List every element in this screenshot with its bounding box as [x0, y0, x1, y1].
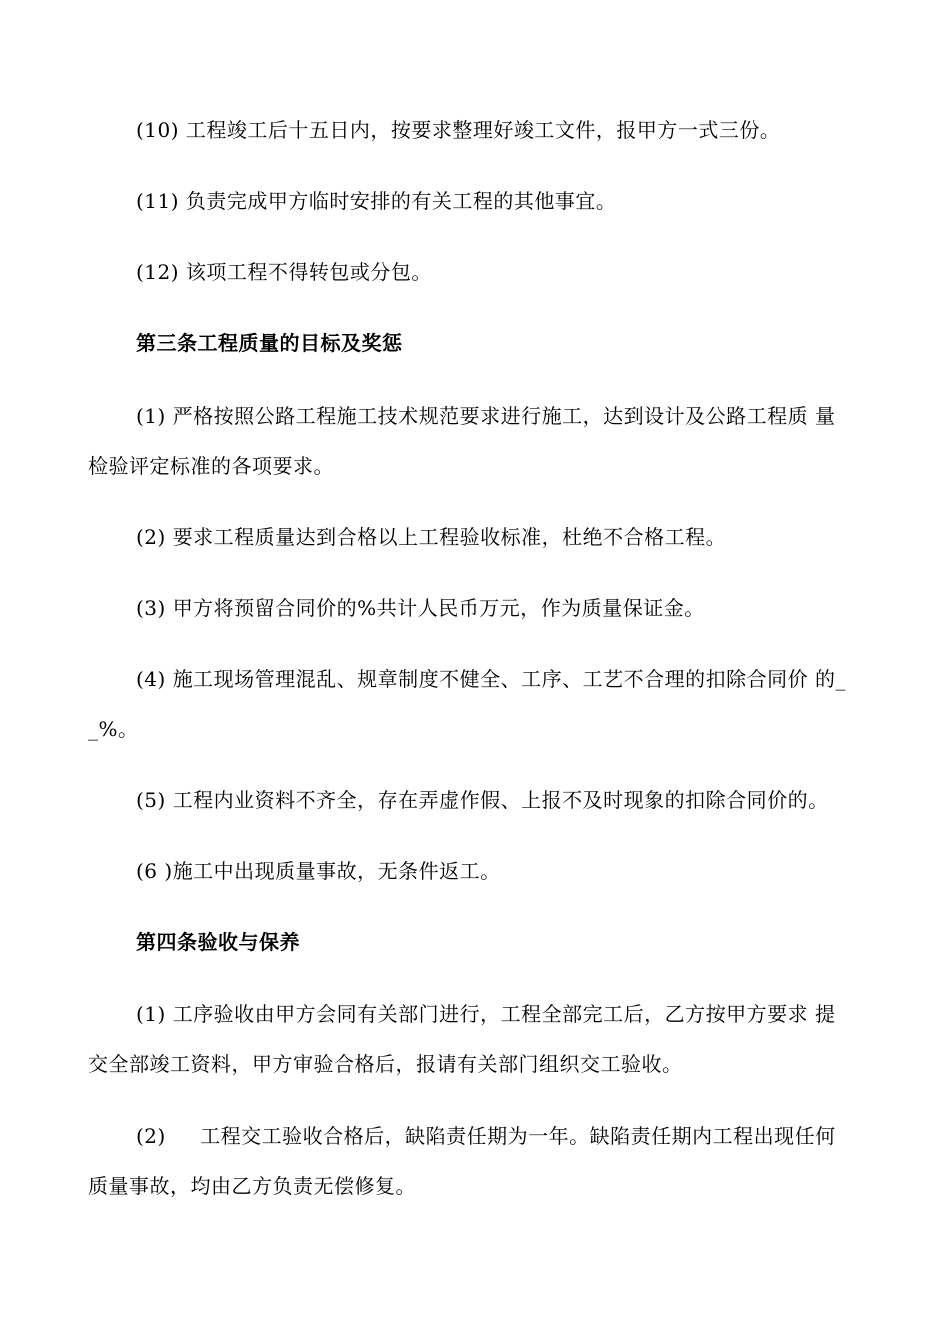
- section-3-heading: 第三条工程质量的目标及奖惩: [136, 331, 403, 355]
- section-4-item-2-line-2: 质量事故，均由乙方负责无偿修复。: [88, 1174, 416, 1198]
- section-4-item-2-line-1: (2) 工程交工验收合格后，缺陷责任期为一年。缺陷责任期内工程出现任何: [136, 1124, 836, 1148]
- clause-item-11: (11) 负责完成甲方临时安排的有关工程的其他事宜。: [136, 189, 617, 213]
- section-3-item-3: (3) 甲方将预留合同价的%共计人民币万元，作为质量保证金。: [136, 596, 705, 620]
- section-4-heading: 第四条验收与保养: [136, 930, 300, 954]
- section-3-item-6: (6 )施工中出现质量事故，无条件返工。: [136, 859, 501, 883]
- section-3-item-4-line-2: _%。: [88, 717, 139, 741]
- section-3-item-1-line-2: 检验评定标准的各项要求。: [88, 454, 334, 478]
- clause-item-10: (10) 工程竣工后十五日内，按要求整理好竣工文件，报甲方一式三份。: [136, 118, 781, 142]
- section-4-item-1-line-2: 交全部竣工资料，甲方审验合格后，报请有关部门组织交工验收。: [88, 1052, 683, 1076]
- section-3-item-1-line-1: (1) 严格按照公路工程施工技术规范要求进行施工，达到设计及公路工程质 量: [136, 404, 836, 428]
- section-3-item-5: (5) 工程内业资料不齐全，存在弄虚作假、上报不及时现象的扣除合同价的。: [136, 788, 829, 812]
- clause-item-12: (12) 该项工程不得转包或分包。: [136, 260, 432, 284]
- section-3-item-2: (2) 要求工程质量达到合格以上工程验收标准，杜绝不合格工程。: [136, 525, 727, 549]
- section-3-item-4-line-1: (4) 施工现场管理混乱、规章制度不健全、工序、工艺不合理的扣除合同价 的_: [136, 667, 847, 691]
- section-4-item-1-line-1: (1) 工序验收由甲方会同有关部门进行，工程全部完工后，乙方按甲方要求 提: [136, 1002, 836, 1026]
